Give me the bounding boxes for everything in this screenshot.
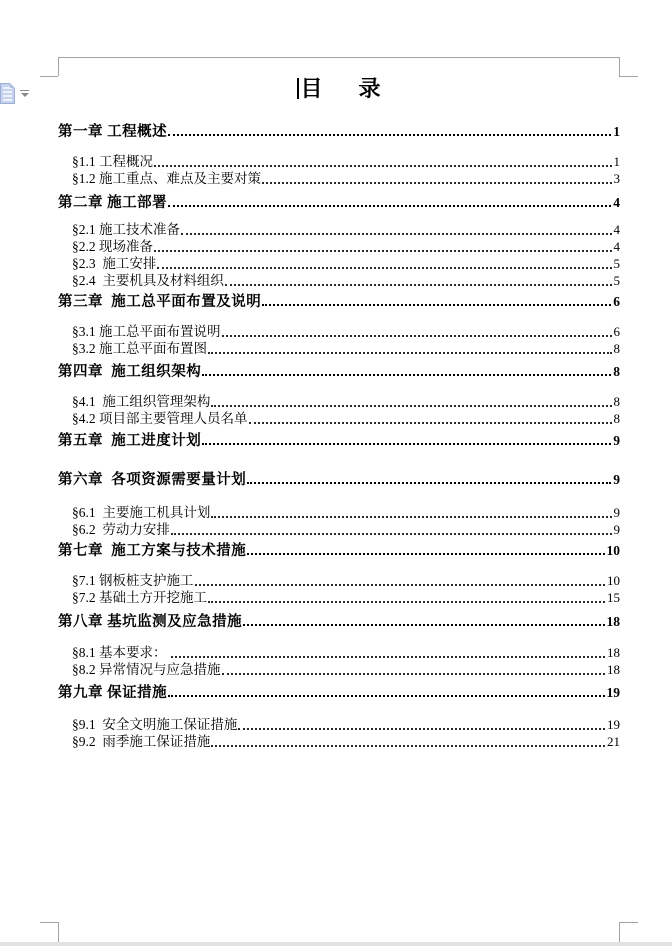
toc-entry-label: 第五章 施工进度计划 [58, 433, 202, 449]
toc-section-row[interactable] [58, 661, 620, 678]
dot-leader [222, 335, 612, 337]
dot-leader [168, 205, 611, 207]
toc-entry-label: §3.2 施工总平面布置图 [72, 341, 207, 356]
toc-page-number: 4 [613, 239, 620, 254]
toc-section-row[interactable] [58, 153, 620, 170]
toc-page-number: 4 [613, 195, 620, 210]
toc-section-row[interactable] [58, 521, 620, 538]
toc-page-number: 21 [607, 734, 620, 749]
toc-entry-label: 第六章 各项资源需要量计划 [58, 472, 247, 488]
toc-sub-entries [58, 716, 620, 750]
dot-leader [208, 352, 612, 354]
dot-leader [249, 422, 612, 424]
toc-section-row[interactable] [58, 393, 620, 410]
dot-leader [171, 656, 605, 658]
toc-chapter-row[interactable] [58, 195, 620, 211]
dot-leader [247, 482, 611, 484]
toc-section-row[interactable] [58, 255, 620, 272]
toc-page-number: 1 [613, 154, 620, 169]
toc-section-row[interactable] [58, 272, 620, 289]
toc-section-row[interactable] [58, 589, 620, 606]
toc-sub-entries [58, 153, 620, 187]
toc-page-number: 1 [613, 124, 620, 139]
toc-entry-label: §3.1 施工总平面布置说明 [72, 324, 221, 339]
dot-leader [154, 165, 612, 167]
toc-section-row[interactable] [58, 238, 620, 255]
toc-entry-label: §2.3 施工安排 [72, 256, 157, 271]
toc-chapter-block [58, 614, 620, 678]
toc-page-number: 10 [607, 573, 620, 588]
toc-page-number: 8 [613, 411, 620, 426]
toc-chapter-row[interactable] [58, 685, 620, 701]
toc-section-row[interactable] [58, 410, 620, 427]
dot-leader [211, 405, 611, 407]
dot-leader [157, 267, 611, 269]
toc-page-number: 10 [606, 543, 620, 558]
toc-chapter-row[interactable] [58, 124, 620, 140]
toc-entry-label: 第一章 工程概述 [58, 124, 168, 140]
toc-entry-label: 第七章 施工方案与技术措施 [58, 543, 247, 559]
toc-sub-entries [58, 504, 620, 538]
toc-section-row[interactable] [58, 733, 620, 750]
dot-leader [168, 695, 604, 697]
toc-chapter-block [58, 294, 620, 357]
toc-page-number: 5 [613, 273, 620, 288]
toc-entry-label: §6.2 劳动力安排 [72, 522, 170, 537]
toc-page-number: 18 [606, 614, 620, 629]
dot-leader [247, 553, 604, 555]
toc-chapter-block [58, 685, 620, 750]
crop-mark-top-left [58, 57, 59, 76]
toc-entry-label: 第四章 施工组织架构 [58, 364, 202, 380]
dot-leader [154, 250, 612, 252]
dot-leader [262, 304, 611, 306]
toc-sub-entries [58, 221, 620, 289]
toc-entry-label: 第二章 施工部署 [58, 195, 168, 211]
toc-page-number: 15 [607, 590, 620, 605]
toc-chapter-row[interactable] [58, 294, 620, 310]
dot-leader [222, 673, 606, 675]
toc-section-row[interactable] [58, 716, 620, 733]
title-char-left: 目 [300, 76, 323, 101]
dot-leader [181, 233, 612, 235]
toc-chapter-block [58, 472, 620, 538]
toc-sub-entries [58, 644, 620, 678]
toc-entry-label: §1.1 工程概况 [72, 154, 153, 169]
toc-page-number: 18 [607, 662, 620, 677]
toc-entry-label: 第九章 保证措施 [58, 685, 168, 701]
toc-section-row[interactable] [58, 170, 620, 187]
table-of-contents [58, 124, 620, 750]
crop-mark-bottom-left [40, 922, 58, 923]
toc-entry-label: §8.2 异常情况与应急措施 [72, 662, 221, 677]
toc-page-number: 8 [613, 341, 620, 356]
dot-leader [208, 601, 605, 603]
toc-page-number: 5 [613, 256, 620, 271]
toc-page-number: 9 [613, 472, 620, 487]
toc-section-row[interactable] [58, 572, 620, 589]
toc-section-row[interactable] [58, 340, 620, 357]
toc-chapter-block [58, 195, 620, 289]
dot-leader [211, 745, 605, 747]
toc-section-row[interactable] [58, 504, 620, 521]
toc-entry-label: §9.1 安全文明施工保证措施 [72, 717, 238, 732]
toc-page-number: 19 [607, 717, 620, 732]
toc-entry-label: 第三章 施工总平面布置及说明 [58, 294, 262, 310]
title-char-right: 录 [358, 76, 381, 101]
page-bottom-edge [0, 942, 672, 946]
toc-chapter-row[interactable] [58, 614, 620, 630]
toc-page-number: 4 [613, 222, 620, 237]
crop-mark-top-right [619, 57, 620, 76]
toc-chapter-row[interactable] [58, 364, 620, 380]
toc-page-number: 8 [613, 364, 620, 379]
toc-page-number: 8 [613, 394, 620, 409]
toc-chapter-block [58, 433, 620, 449]
toc-page-number: 9 [613, 522, 620, 537]
toc-entry-label: §2.2 现场准备 [72, 239, 153, 254]
dot-leader [202, 443, 611, 445]
dot-leader [195, 584, 606, 586]
dot-leader [238, 728, 605, 730]
crop-mark-top-right [619, 76, 638, 77]
toc-page-number: 6 [613, 324, 620, 339]
toc-chapter-block [58, 124, 620, 187]
toc-entry-label: §6.1 主要施工机具计划 [72, 505, 211, 520]
toc-page-number: 18 [607, 645, 620, 660]
toc-page-number: 9 [613, 505, 620, 520]
toc-section-row[interactable] [58, 221, 620, 238]
paste-options-button[interactable] [0, 83, 32, 107]
toc-entry-label: §9.2 雨季施工保证措施 [72, 734, 211, 749]
toc-page-number: 3 [613, 171, 620, 186]
crop-mark-bottom-right [619, 922, 638, 923]
text-boundary-top-line [58, 57, 620, 58]
page-title[interactable] [58, 76, 620, 102]
dot-leader [168, 134, 611, 136]
toc-entry-label: §1.2 施工重点、难点及主要对策 [72, 171, 261, 186]
toc-page-number: 9 [613, 433, 620, 448]
toc-sub-entries [58, 572, 620, 606]
toc-entry-label: §2.1 施工技术准备 [72, 222, 180, 237]
toc-section-row[interactable] [58, 323, 620, 340]
toc-sub-entries [58, 393, 620, 427]
toc-chapter-block [58, 364, 620, 427]
toc-chapter-row[interactable] [58, 433, 620, 449]
toc-entry-label: §4.2 项目部主要管理人员名单 [72, 411, 248, 426]
toc-entry-label: 第八章 基坑监测及应急措施 [58, 614, 243, 630]
toc-entry-label: §7.1 钢板桩支护施工 [72, 573, 194, 588]
dot-leader [262, 182, 612, 184]
crop-mark-top-left [40, 76, 58, 77]
dot-leader [225, 284, 612, 286]
toc-page-number: 19 [606, 685, 620, 700]
toc-sub-entries [58, 323, 620, 357]
toc-entry-label: §4.1 施工组织管理架构 [72, 394, 211, 409]
toc-chapter-row[interactable] [58, 472, 620, 488]
toc-chapter-block [58, 543, 620, 606]
dot-leader [243, 624, 604, 626]
chevron-down-icon[interactable] [20, 90, 29, 98]
toc-page-number: 6 [613, 294, 620, 309]
toc-entry-label: §8.1 基本要求： [72, 645, 170, 660]
dot-leader [171, 533, 612, 535]
toc-entry-label: §7.2 基础土方开挖施工 [72, 590, 207, 605]
toc-section-row[interactable] [58, 644, 620, 661]
clipboard-paste-icon [0, 83, 15, 104]
toc-entry-label: §2.4 主要机具及材料组织 [72, 273, 224, 288]
dot-leader [211, 516, 611, 518]
dot-leader [202, 374, 611, 376]
toc-chapter-row[interactable] [58, 543, 620, 559]
